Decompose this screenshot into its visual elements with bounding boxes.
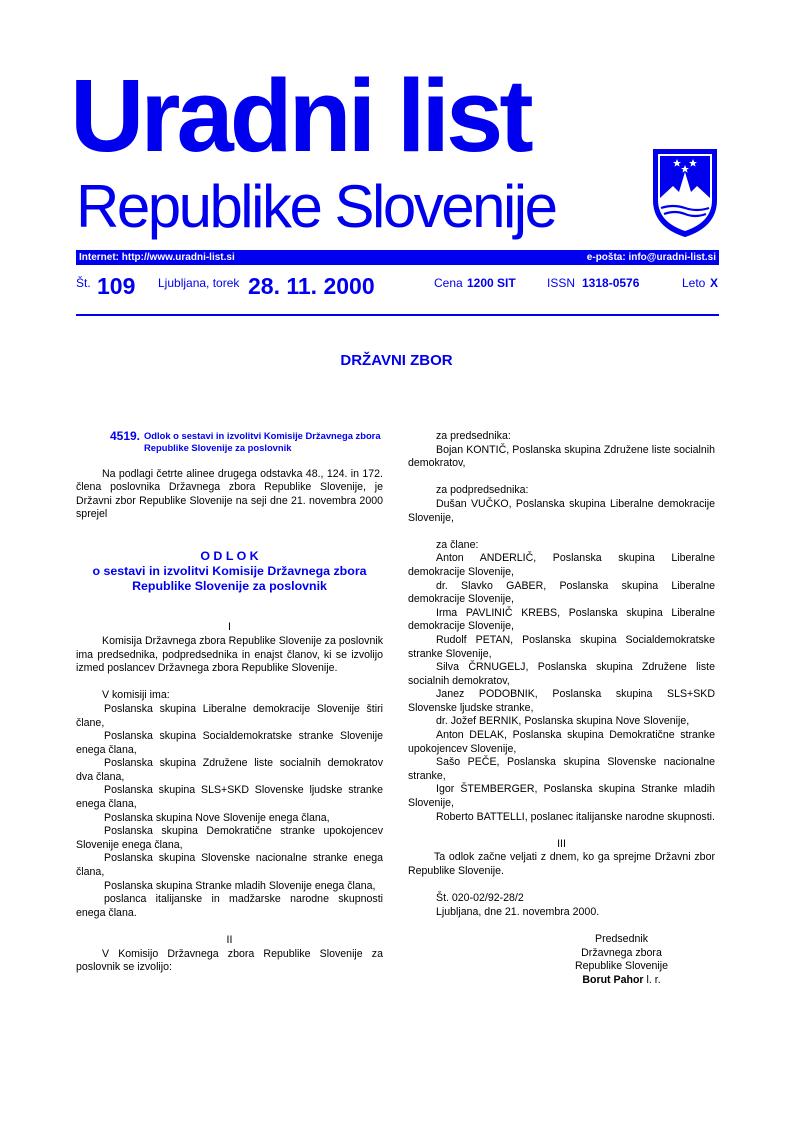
issue-number: 109 (97, 273, 136, 299)
signature-line-1: Predsednik (595, 932, 648, 945)
section-3-text: Ta odlok začne veljati z dnem, ko ga sprejme Državni zbor Republike Slovenije. (408, 851, 715, 877)
masthead-subtitle: Republike Slovenije (76, 173, 556, 240)
list-item: dr. Jožef BERNIK, Poslanska skupina Nove Slovenije, (436, 715, 690, 728)
issn-value: 1318-0576 (582, 276, 640, 290)
list-item: Igor ŠTEMBERGER, Poslanska skupina Stranke mladih Slovenije, (408, 783, 715, 810)
list-item: Poslanska skupina Liberalne demokracije Slovenije štiri člane, (76, 702, 383, 729)
signatory (408, 974, 715, 988)
issue-date: 28. 11. 2000 (248, 273, 375, 299)
article-number: 4519. (109, 429, 140, 443)
odlok-title: O D L O K (200, 549, 259, 564)
list-item: Poslanska skupina Združene liste socialnih demokratov dva člana, (76, 757, 383, 783)
left-column (76, 430, 383, 975)
list-item: dr. Slavko GABER, Poslanska skupina Liberalne demokracije Slovenije, (408, 579, 715, 606)
members-intro: V komisiji ima: (102, 689, 170, 702)
list-item: Poslanska skupina Slovenske nacionalne stranke enega člana, (76, 852, 383, 879)
section-1-text: Komisija Državnega zbora Republike Slovenije za poslovnik ima predsednika, podpredsednika in enajst članov, ki se izvolijo izmed poslancev Državnega zbora Republike Slovenije. (76, 634, 383, 675)
list-item: Poslanska skupina SLS+SKD Slovenske ljudske stranke enega člana, (76, 784, 383, 811)
section-2-text: V Komisijo Državnega zbora Republike Slovenije za poslovnik se izvolijo: (76, 947, 383, 974)
year-label: Leto (682, 276, 706, 290)
vice-president-entry: Dušan VUČKO, Poslanska skupina Liberalne demokracije Slovenije, (408, 497, 715, 524)
vice-president-label: za podpredsednika: (436, 484, 529, 497)
list-item: Irma PAVLINIČ KREBS, Poslanska skupina Liberalne demokracije Slovenije, (408, 606, 715, 633)
issue-number-label: Št. (76, 276, 91, 290)
email-link[interactable]: e-pošta: info@uradni-list.si (586, 252, 716, 263)
section-3-number: III (557, 837, 566, 850)
website-link[interactable]: Internet: http://www.uradni-list.si (79, 252, 235, 263)
price-label: Cena (434, 276, 463, 290)
list-item: Poslanska skupina Nove Slovenije enega člana, (104, 811, 330, 824)
reference-number: Št. 020-02/92-28/2 (436, 892, 524, 905)
right-column (408, 430, 715, 987)
list-item: Rudolf PETAN, Poslanska skupina Socialdemokratske stranke Slovenije, (408, 633, 715, 660)
signatory-name: Borut Pahor (582, 973, 644, 986)
section-title: DRŽAVNI ZBOR (340, 352, 453, 369)
list-item: Janez PODOBNIK, Poslanska skupina SLS+SKD Slovenske ljudske stranke, (408, 688, 715, 714)
header-rule (76, 314, 719, 316)
odlok-subtitle: o sestavi in izvolitvi Komisije Državnega zbora Republike Slovenije za poslovnik (92, 564, 367, 594)
coat-of-arms-icon (651, 148, 719, 238)
issue-place-day: Ljubljana, torek (158, 276, 240, 290)
list-item: Silva ČRNUGELJ, Poslanska skupina Združene liste socialnih demokratov, (408, 661, 715, 687)
members-label: za člane: (436, 538, 479, 551)
president-label: za predsednika: (436, 430, 511, 442)
list-item: Poslanska skupina Demokratične stranke upokojencev Slovenije enega člana, (76, 825, 383, 851)
masthead-contact-bar (76, 250, 719, 265)
place-date: Ljubljana, dne 21. novembra 2000. (436, 905, 600, 918)
section-2-number: II (226, 934, 233, 946)
intro-paragraph: Na podlagi četrte alinee drugega odstavka 48., 124. in 172. člena poslovnika Državnega zbora Republike Slovenije, je Državni zbor Republike Slovenije na seji dne 21. novembra 2000 sprejel (76, 467, 383, 521)
article-heading (76, 430, 383, 454)
price-value: 1200 SIT (467, 276, 516, 290)
issn-label: ISSN (547, 276, 576, 290)
list-item: Poslanska skupina Stranke mladih Slovenije enega člana, (104, 879, 376, 892)
list-item: Poslanska skupina Socialdemokratske stranke Slovenije enega člana, (76, 730, 383, 756)
section-1-number: I (228, 621, 231, 634)
list-item: Anton ANDERLIČ, Poslanska skupina Liberalne demokracije Slovenije, (408, 552, 715, 578)
year-value: X (710, 276, 719, 290)
article-title: Odlok o sestavi in izvolitvi Komisije Državnega zbora Republike Slovenije za poslovnik (144, 430, 381, 453)
signature-line-3: Republike Slovenije (574, 960, 669, 973)
signatory-suffix: l. r. (646, 973, 661, 986)
list-item: poslanca italijanske in madžarske narodne skupnosti enega člana. (76, 893, 383, 919)
list-item: Roberto BATTELLI, poslanec italijanske narodne skupnosti. (436, 810, 715, 823)
list-item: Anton DELAK, Poslanska skupina Demokratične stranke upokojencev Slovenije, (408, 729, 715, 755)
masthead-title: Uradni list (70, 58, 530, 173)
list-item: Sašo PEČE, Poslanska skupina Slovenske nacionalne stranke, (408, 756, 715, 782)
president-entry: Bojan KONTIČ, Poslanska skupina Združene liste socialnih demokratov, (408, 443, 715, 470)
signature-line-2: Državnega zbora (581, 946, 662, 959)
